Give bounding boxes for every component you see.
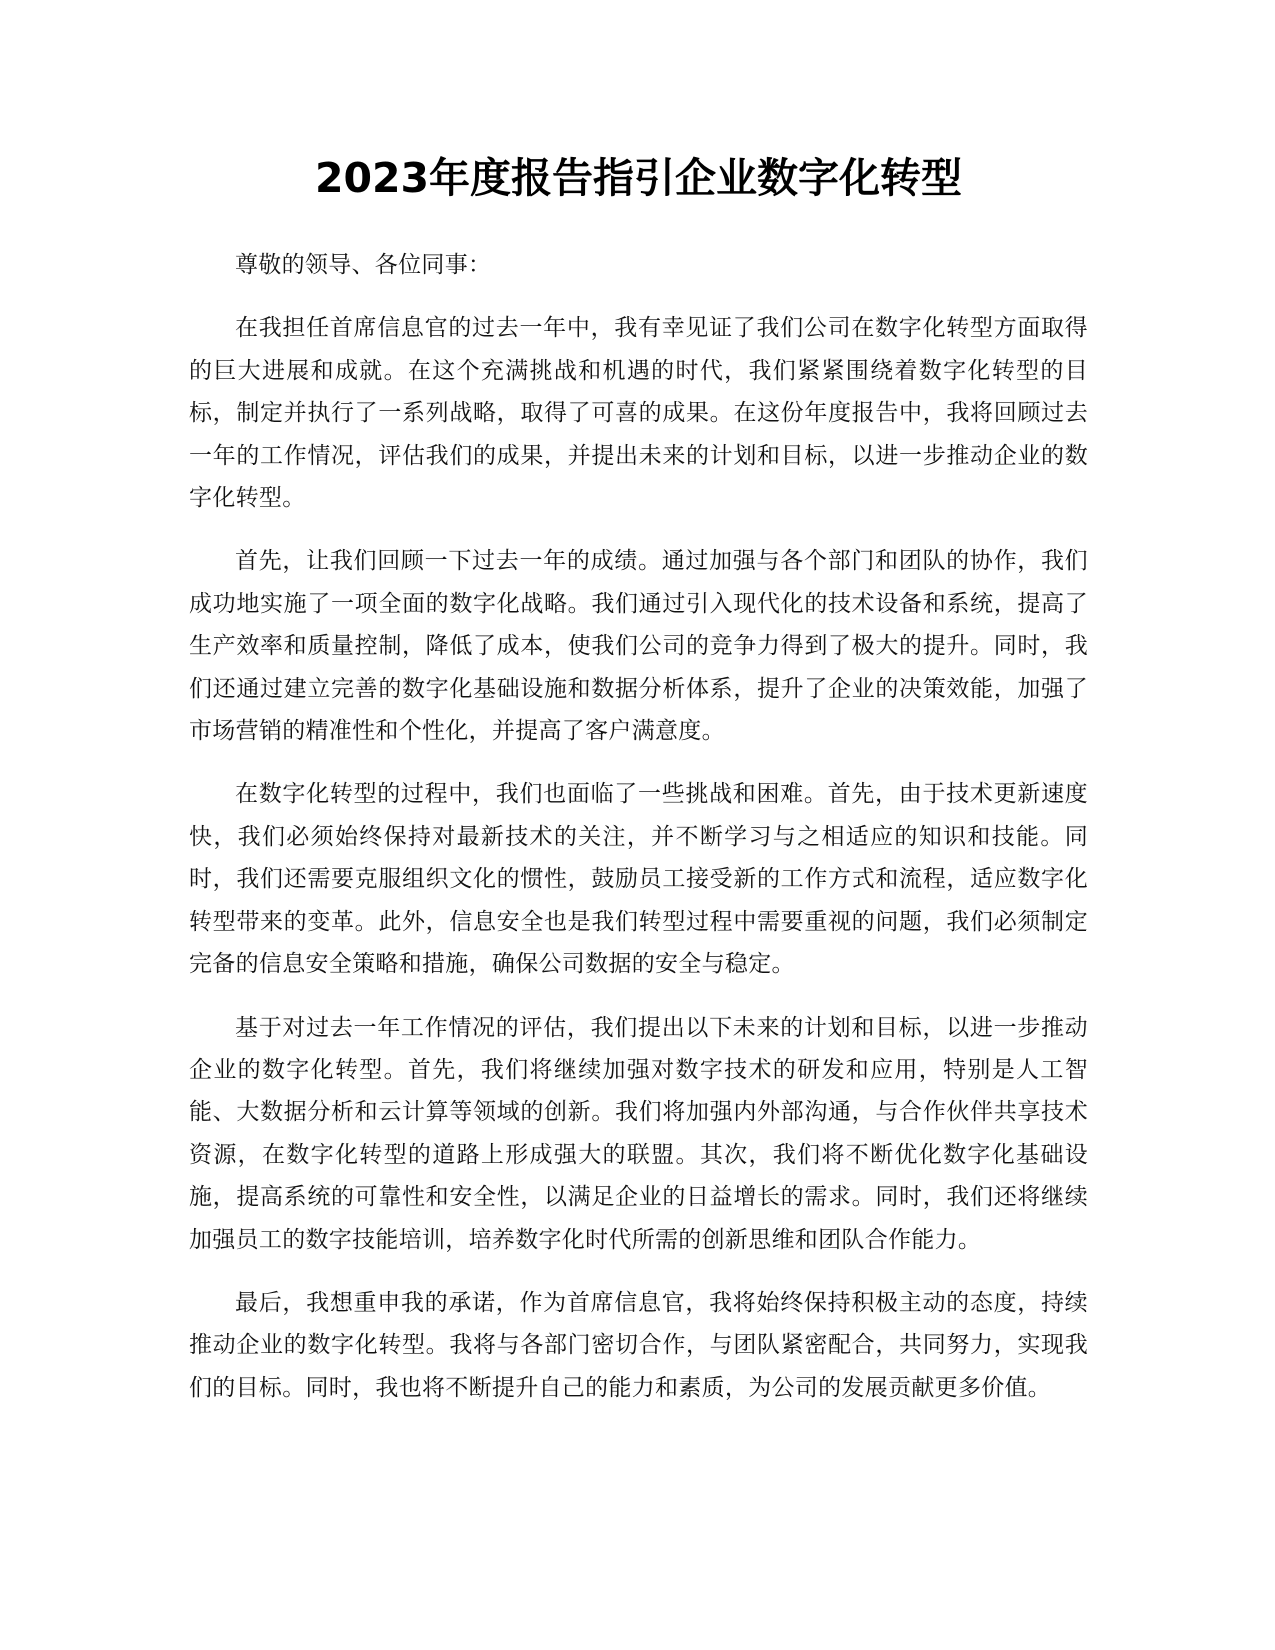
document-body <box>189 150 1088 1430</box>
paragraph-future-plans: 基于对过去一年工作情况的评估，我们提出以下未来的计划和目标，以进一步推动企业的数字化转型。首先，我们将继续加强对数字技术的研发和应用，特别是人工智能、大数据分析和云计算等领域的创新。我们将加强内外部沟通，与合作伙伴共享技术资源，在数字化转型的道路上形成强大的联盟。其次，我们将不断优化数字化基础设施，提高系统的可靠性和安全性，以满足企业的日益增长的需求。同时，我们还将继续加强员工的数字技能培训，培养数字化时代所需的创新思维和团队合作能力。 <box>189 1014 1088 1253</box>
paragraph-commitment: 最后，我想重申我的承诺，作为首席信息官，我将始终保持积极主动的态度，持续推动企业的数字化转型。我将与各部门密切合作，与团队紧密配合，共同努力，实现我们的目标。同时，我也将不断提升自己的能力和素质，为公司的发展贡献更多价值。 <box>189 1289 1088 1401</box>
document-title: 2023年度报告指引企业数字化转型 <box>314 154 963 202</box>
paragraph-achievements: 首先，让我们回顾一下过去一年的成绩。通过加强与各个部门和团队的协作，我们成功地实施了一项全面的数字化战略。我们通过引入现代化的技术设备和系统，提高了生产效率和质量控制，降低了成本，使我们公司的竞争力得到了极大的提升。同时，我们还通过建立完善的数字化基础设施和数据分析体系，提升了企业的决策效能，加强了市场营销的精准性和个性化，并提高了客户满意度。 <box>189 548 1088 745</box>
paragraph-challenges: 在数字化转型的过程中，我们也面临了一些挑战和困难。首先，由于技术更新速度快，我们必须始终保持对最新技术的关注，并不断学习与之相适应的知识和技能。同时，我们还需要克服组织文化的惯性，鼓励员工接受新的工作方式和流程，适应数字化转型带来的变革。此外，信息安全也是我们转型过程中需要重视的问题，我们必须制定完备的信息安全策略和措施，确保公司数据的安全与稳定。 <box>189 781 1088 978</box>
paragraph-review-intro: 在我担任首席信息官的过去一年中，我有幸见证了我们公司在数字化转型方面取得的巨大进展和成就。在这个充满挑战和机遇的时代，我们紧紧围绕着数字化转型的目标，制定并执行了一系列战略，取得了可喜的成果。在这份年度报告中，我将回顾过去一年的工作情况，评估我们的成果，并提出未来的计划和目标，以进一步推动企业的数字化转型。 <box>189 315 1088 512</box>
salutation: 尊敬的领导、各位同事： <box>235 252 492 278</box>
